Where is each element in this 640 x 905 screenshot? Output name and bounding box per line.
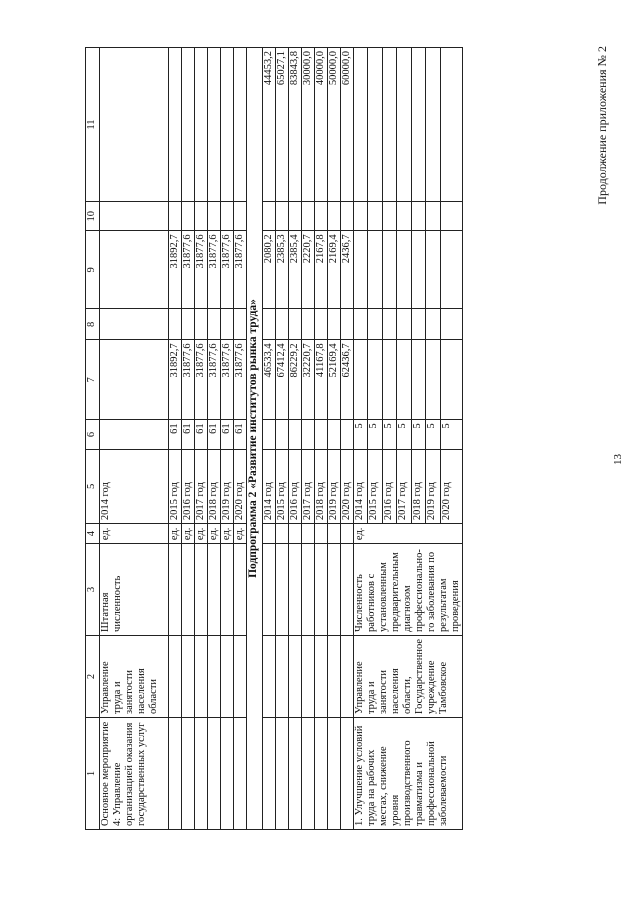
cell: 50000,0 xyxy=(328,48,341,202)
cell: 41167,8 xyxy=(315,340,328,420)
cell: 61 xyxy=(195,420,208,449)
col-header: 10 xyxy=(86,202,100,231)
year: 2020 год xyxy=(440,449,462,523)
cell: 5 xyxy=(426,420,440,449)
cell: 31892,7 xyxy=(169,340,182,420)
year: 2015 год xyxy=(169,449,182,523)
cell: 5 xyxy=(368,420,382,449)
executor: Управление труда и занятости населения области, Государственное учреждение Тамбовское xyxy=(354,635,463,717)
cell: 2167,8 xyxy=(315,231,328,309)
cell: 2436,7 xyxy=(341,231,354,309)
table-row xyxy=(195,48,208,830)
year: 2016 год xyxy=(182,449,195,523)
cell: 40000,0 xyxy=(315,48,328,202)
col-header: 4 xyxy=(86,524,100,544)
col-header: 6 xyxy=(86,420,100,449)
cell: 83843,8 xyxy=(289,48,302,202)
year: 2018 год xyxy=(315,449,328,523)
cell: 5 xyxy=(354,420,368,449)
table-row xyxy=(302,48,315,830)
cell: 65027,1 xyxy=(276,48,289,202)
activity-name: 1. Улучшение условий труда на рабочих местах, снижение уровня производственного травматизма и профессиональной заболеваемости xyxy=(354,718,463,830)
year: 2017 год xyxy=(302,449,315,523)
cell: 30000,0 xyxy=(302,48,315,202)
unit: ед. xyxy=(221,524,234,544)
cell: 61 xyxy=(169,420,182,449)
col-header: 1 xyxy=(86,718,100,830)
page-number: 13 xyxy=(612,454,624,465)
cell: 2080,2 xyxy=(263,231,276,309)
cell: 62436,7 xyxy=(341,340,354,420)
cell: 86229,2 xyxy=(289,340,302,420)
cell: 46533,4 xyxy=(263,340,276,420)
cell: 31877,6 xyxy=(195,231,208,309)
year: 2014 год xyxy=(100,449,169,523)
cell: 2220,7 xyxy=(302,231,315,309)
cell: 31877,6 xyxy=(208,231,221,309)
unit: ед. xyxy=(208,524,221,544)
table-row xyxy=(328,48,341,830)
table-row xyxy=(289,48,302,830)
cell: 31877,6 xyxy=(234,231,247,309)
indicator: Штатная численность xyxy=(100,544,169,636)
appendix-header: Продолжение приложения № 2 xyxy=(595,46,609,205)
table-row xyxy=(208,48,221,830)
col-header: 2 xyxy=(86,635,100,717)
table-row xyxy=(276,48,289,830)
year: 2019 год xyxy=(221,449,234,523)
col-header: 9 xyxy=(86,231,100,309)
col-header: 7 xyxy=(86,340,100,420)
cell: 44453,2 xyxy=(263,48,276,202)
cell: 61 xyxy=(221,420,234,449)
table-row xyxy=(234,48,247,830)
cell: 31877,6 xyxy=(221,231,234,309)
table-row xyxy=(263,48,276,830)
cell: 31877,6 xyxy=(182,231,195,309)
indicator: Численность работников с установленным предварительным диагнозом профессионально-го заболевания по результатам проведения xyxy=(354,544,463,636)
column-numbers-row xyxy=(86,48,100,830)
year: 2015 год xyxy=(276,449,289,523)
table-row xyxy=(315,48,328,830)
cell: 2169,4 xyxy=(328,231,341,309)
cell: 61 xyxy=(182,420,195,449)
program-table xyxy=(85,47,463,830)
executor: Управление труда и занятости населения области xyxy=(100,635,169,717)
table-row xyxy=(169,48,182,830)
table-row xyxy=(354,48,368,830)
cell: 60000,0 xyxy=(341,48,354,202)
table-row xyxy=(221,48,234,830)
year: 2018 год xyxy=(208,449,221,523)
cell: 31877,6 xyxy=(221,340,234,420)
cell: 31877,6 xyxy=(208,340,221,420)
cell: 31877,6 xyxy=(182,340,195,420)
table-row xyxy=(182,48,195,830)
cell: 31892,7 xyxy=(169,231,182,309)
year: 2014 год xyxy=(354,449,368,523)
table-row xyxy=(341,48,354,830)
cell: 5 xyxy=(382,420,396,449)
unit: ед. xyxy=(354,524,463,544)
year: 2014 год xyxy=(263,449,276,523)
cell: 5 xyxy=(440,420,462,449)
subprogram-title: Подпрограмма 2 «Развитие институтов рынка труда» xyxy=(247,48,263,830)
subprogram-row xyxy=(247,48,263,830)
unit: ед. xyxy=(169,524,182,544)
col-header: 3 xyxy=(86,544,100,636)
year: 2016 год xyxy=(289,449,302,523)
unit: ед. xyxy=(234,524,247,544)
col-header: 5 xyxy=(86,449,100,523)
unit: ед. xyxy=(100,524,169,544)
year: 2020 год xyxy=(234,449,247,523)
year: 2020 год xyxy=(341,449,354,523)
year: 2018 год xyxy=(411,449,425,523)
cell: 32220,7 xyxy=(302,340,315,420)
cell: 2385,4 xyxy=(289,231,302,309)
col-header: 8 xyxy=(86,309,100,340)
year: 2016 год xyxy=(382,449,396,523)
year: 2015 год xyxy=(368,449,382,523)
year: 2019 год xyxy=(426,449,440,523)
col-header: 11 xyxy=(86,48,100,202)
year: 2019 год xyxy=(328,449,341,523)
cell: 67412,4 xyxy=(276,340,289,420)
cell: 5 xyxy=(397,420,411,449)
cell: 31877,6 xyxy=(234,340,247,420)
year: 2017 год xyxy=(397,449,411,523)
activity-name: Основное мероприятие 4: Управление организацией оказания государственных услуг xyxy=(100,718,169,830)
year: 2017 год xyxy=(195,449,208,523)
cell: 61 xyxy=(208,420,221,449)
cell: 61 xyxy=(234,420,247,449)
cell: 2385,3 xyxy=(276,231,289,309)
cell: 52169,4 xyxy=(328,340,341,420)
unit: ед. xyxy=(182,524,195,544)
cell: 5 xyxy=(411,420,425,449)
cell: 31877,6 xyxy=(195,340,208,420)
table-row xyxy=(100,48,169,830)
unit: ед. xyxy=(195,524,208,544)
